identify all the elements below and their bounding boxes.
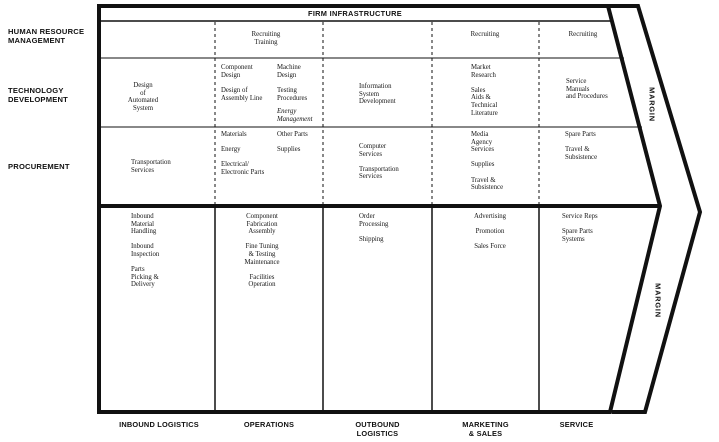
tech-ops-component-design: Component Design (221, 64, 253, 79)
firm-infrastructure-label: FIRM INFRASTRUCTURE (308, 9, 402, 18)
proc-outbound: Computer Services Transportation Services (359, 143, 399, 181)
primary-operations: Component Fabrication Assembly Fine Tuning & Testing Maintenance Facilities Operation (244, 213, 280, 289)
tech-service: Service Manuals and Procedures (566, 78, 608, 101)
row-label-tech: TECHNOLOGY DEVELOPMENT (8, 86, 69, 104)
proc-service: Spare Parts Travel & Subsistence (565, 131, 598, 161)
col-label-service: SERVICE (559, 420, 594, 429)
proc-ops-right: Other Parts Supplies (277, 131, 308, 154)
proc-ops-left: Materials Energy Electrical/ Electronic Parts (221, 131, 265, 176)
row-label-procurement: PROCUREMENT (8, 162, 70, 171)
row-label-hrm: HUMAN RESOURCE MANAGEMENT (8, 27, 85, 45)
primary-inbound: Inbound Material Handling Inbound Inspection Parts Picking & Delivery (131, 213, 160, 289)
proc-inbound: Transportation Services (131, 159, 171, 174)
tech-ops-testing: Testing Procedures (277, 87, 308, 102)
margin-label-bottom: MARGIN (653, 283, 663, 318)
margin-label-top: MARGIN (647, 87, 657, 122)
col-label-outbound: OUTBOUND LOGISTICS (355, 420, 400, 438)
tech-ops-machine-design: Machine Design (277, 64, 301, 79)
col-label-marketing: MARKETING & SALES (462, 420, 509, 438)
chain-outline (99, 6, 660, 412)
tech-inbound: Design of Automated System (127, 82, 159, 112)
tech-ops-assembly-line: Design of Assembly Line (221, 87, 263, 102)
hrm-operations: Recruiting Training (251, 31, 281, 46)
col-label-inbound: INBOUND LOGISTICS (119, 420, 199, 429)
hrm-marketing: Recruiting (470, 31, 500, 38)
primary-outbound: Order Processing Shipping (359, 213, 389, 243)
proc-marketing: Media Agency Services Supplies Travel & Subsistence (471, 131, 504, 192)
tech-outbound: Information System Development (359, 83, 396, 106)
primary-marketing: Advertising Promotion Sales Force (473, 213, 507, 251)
tech-marketing: Market Research Sales Aids & Technical Literature (471, 64, 498, 117)
hrm-service: Recruiting (568, 31, 598, 38)
primary-service: Service Reps Spare Parts Systems (562, 213, 598, 243)
col-label-operations: OPERATIONS (243, 420, 295, 429)
tech-ops-energy: Energy Management (277, 108, 313, 123)
